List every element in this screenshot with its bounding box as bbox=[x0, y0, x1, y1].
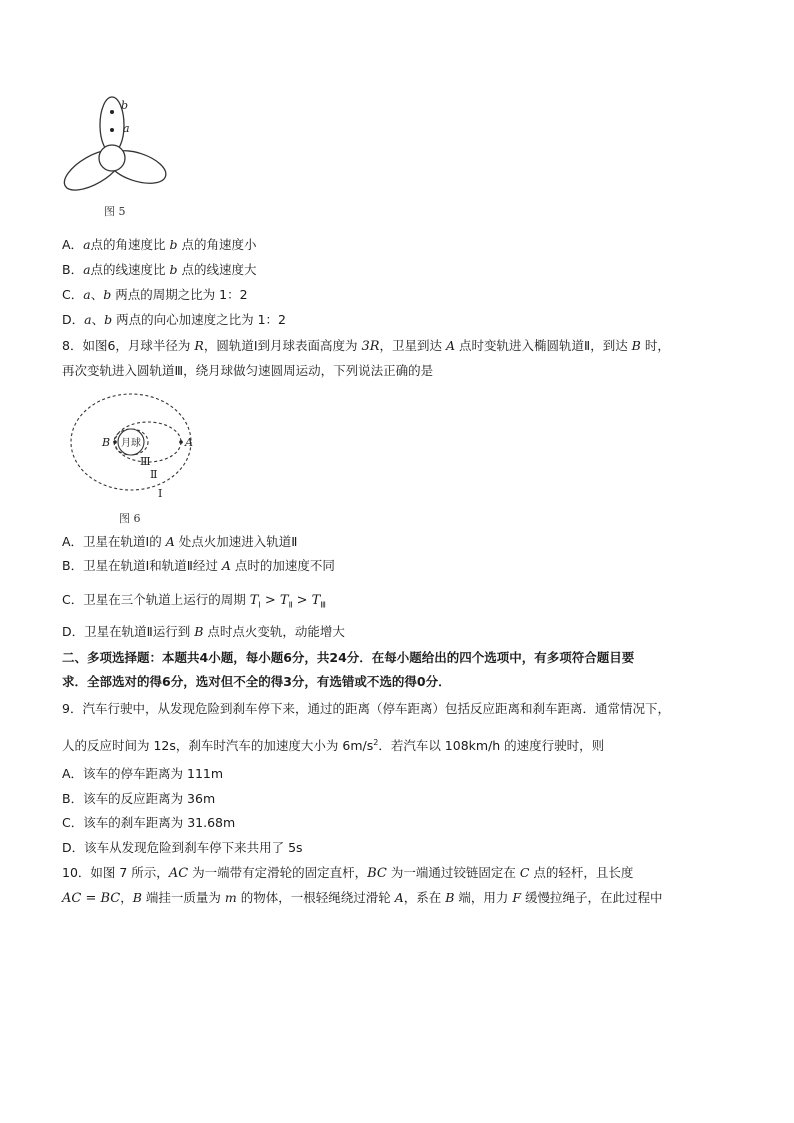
figure-6-orbit-diagram bbox=[66, 392, 200, 504]
q9-stem-line1: 9．汽车行驶中，从发现危险到刹车停下来，通过的距离（停车距离）包括反应距离和刹车距离．通常情况下， bbox=[62, 701, 670, 716]
q9-option-c: C．该车的刹车距离为 31.68m bbox=[62, 815, 236, 830]
point-b bbox=[110, 110, 114, 114]
orbit-3-label: Ⅲ bbox=[140, 455, 151, 468]
orbit-1-label: Ⅰ bbox=[158, 487, 163, 500]
q7-option-b: B．a点的线速度比 b 点的线速度大 bbox=[62, 262, 257, 277]
q9-option-a: A．该车的停车距离为 111m bbox=[62, 766, 224, 781]
q8-option-c: C．卫星在三个轨道上运行的周期 $T_Ⅰ > T_Ⅱ > T_Ⅲ$ bbox=[62, 592, 326, 610]
label-a: a bbox=[123, 122, 130, 135]
orbit-2-label: Ⅱ bbox=[150, 468, 158, 481]
figure-5-fan-diagram bbox=[60, 92, 170, 204]
label-b: b bbox=[121, 99, 129, 112]
q9-option-d: D．该车从发现危险到刹车停下来共用了 5s bbox=[62, 840, 303, 855]
figure-6-caption: 图 6 bbox=[119, 512, 141, 525]
point-A bbox=[179, 440, 183, 444]
q8-stem-line2: 再次变轨进入圆轨道Ⅲ，绕月球做匀速圆周运动，下列说法正确的是 bbox=[62, 363, 434, 378]
q7-option-a: A．a点的角速度比 b 点的角速度小 bbox=[62, 237, 257, 252]
label-B: B bbox=[102, 436, 111, 449]
figure-5-caption: 图 5 bbox=[104, 205, 126, 218]
fan-hub bbox=[99, 145, 125, 171]
moon-label: 月球 bbox=[121, 438, 141, 449]
q8-option-b: B．卫星在轨道Ⅰ和轨道Ⅱ经过 A 点时的加速度不同 bbox=[62, 558, 335, 573]
q9-stem-line2: 人的反应时间为 12s，刹车时汽车的加速度大小为 $6m/s^2$．若汽车以 108km/h 的速度行驶时，则 bbox=[62, 738, 605, 754]
section-2-heading-line2: 求．全部选对的得6分，选对但不全的得3分，有选错或不选的得0分． bbox=[62, 674, 451, 689]
q10-stem-line2: AC = BC，B 端挂一质量为 m 的物体，一根轻绳绕过滑轮 A，系在 B 端，用力 F 缓慢拉绳子，在此过程中 bbox=[62, 890, 663, 906]
q9-option-b: B．该车的反应距离为 36m bbox=[62, 791, 216, 806]
q10-stem-line1: 10．如图 7 所示，AC 为一端带有定滑轮的固定直杆，BC 为一端通过铰链固定在 C 点的轻杆，且长度 bbox=[62, 865, 634, 881]
section-2-heading-line1: 二、多项选择题：本题共4小题，每小题6分，共24分．在每小题给出的四个选项中，有多项符合题目要 bbox=[62, 650, 635, 665]
label-A: A bbox=[185, 436, 193, 449]
q8-option-a: A．卫星在轨道Ⅰ的 A 处点火加速进入轨道Ⅱ bbox=[62, 534, 298, 549]
point-a bbox=[110, 128, 114, 132]
q8-stem-line1: 8．如图6，月球半径为 R，圆轨道Ⅰ到月球表面高度为 3R，卫星到达 A 点时变轨进入椭圆轨道Ⅱ，到达 B 时， bbox=[62, 338, 670, 354]
q7-option-d: D．a、b 两点的向心加速度之比为 1：2 bbox=[62, 312, 286, 327]
q7-option-c: C．a、b 两点的周期之比为 1：2 bbox=[62, 287, 248, 302]
point-B bbox=[113, 440, 117, 444]
q8-option-d: D．卫星在轨道Ⅱ运行到 B 点时点火变轨，动能增大 bbox=[62, 624, 345, 639]
